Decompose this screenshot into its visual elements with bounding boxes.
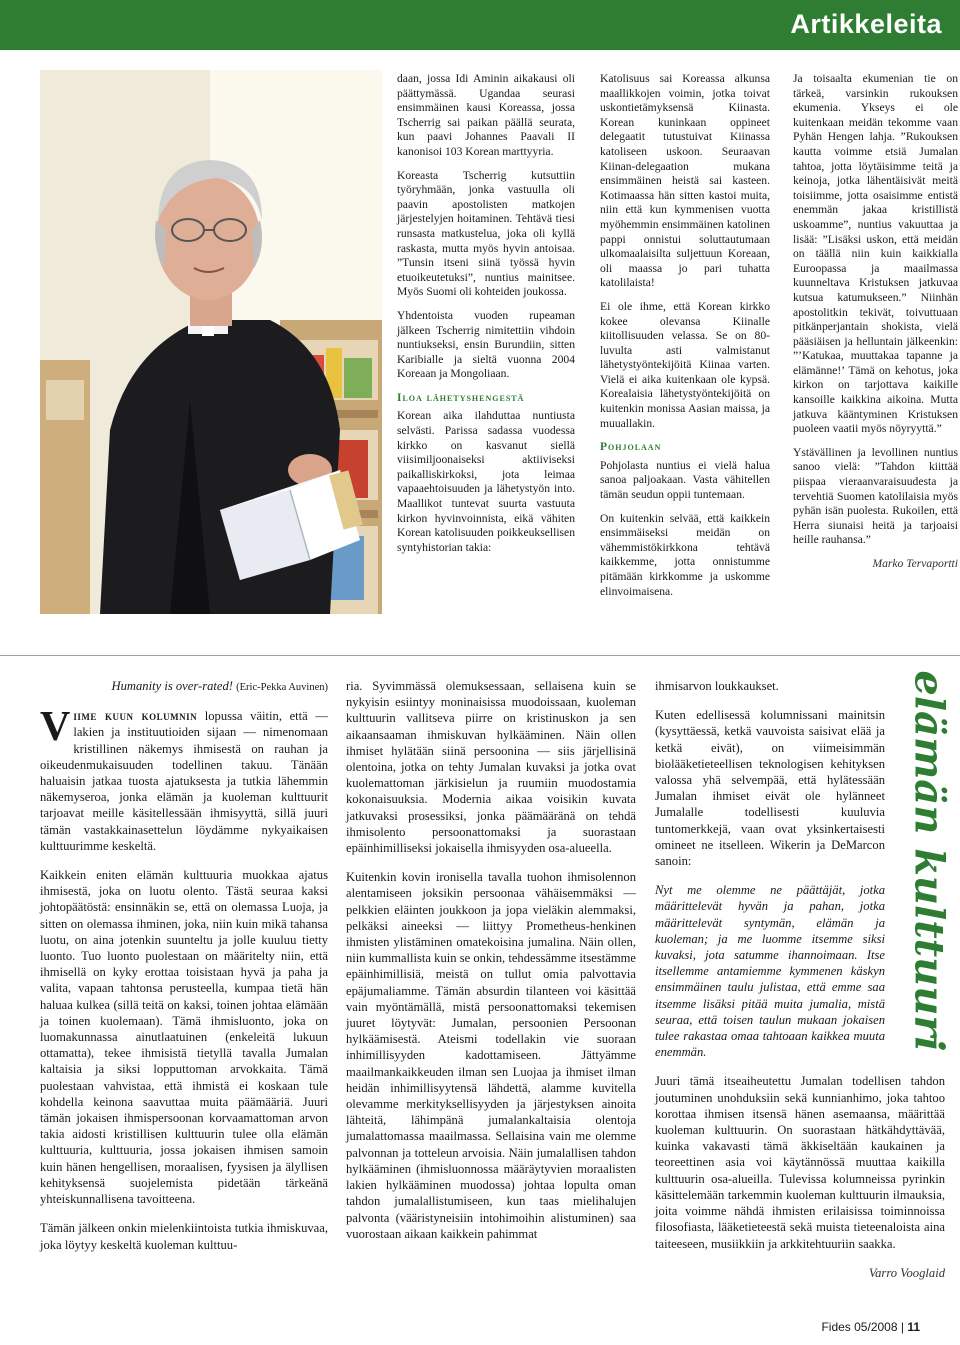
- paragraph: Katolisuus sai Koreassa alkunsa maallikkojen voimin, jotka toivat uskontietämyksensä Kiinasta. Korean kuninkaan oppineet delegaatit tutustuivat Kiinassa katoliseen uskoon. Seuraavan Kiinan-delegaation mukana ensimmäinen heistä sai kasteen. Kotimaassa hän sitten kastoi muita, niin että kun kymmenisen vuotta myöhemmin ensimmäinen katolinen pappi onnistui soluttautumaan ulkomaalaisilta suljettuun Koreaan, oli maassa jo pari tuhatta katolilaista!: [600, 72, 770, 290]
- lead-text: lopussa väitin, että — lakien ja instituutioiden sijaan — nimenomaan kristillinen näkemys ihmisestä on rauhan ja oikeudenmukaisuuden todellinen takuu. Tänään haluaisin jatkaa tuosta ajatuksesta ja tutkia lähemmin näkemyseroa, jonka elämän ja kuoleman kulttuurit tarjoavat meille käsitellessään ihmisyyttä, sillä juuri tämän vastakkainasettelun löydämme nykyaikaisen kulttuurimme keskeltä.: [40, 709, 328, 853]
- paragraph: Kaikkein eniten elämän kulttuuria muokkaa ajatus ihmisestä, joka on luotu olento. Tästä seuraa kaksi johtopäätöstä: ensinnäkin se, että on olemassa Luoja, ja sitten on olemassa ihminen, joka, niin kuin mikä tahansa luotu, on aina jotenkin suunteltu ja jolle kuuluu tietty luonto. Tuo luonto puolestaan on määritelty niin, että ihmisellä on kyky erottaa toisistaan hyvä ja paha ja valita, vapaan tahtonsa perusteella, kumpaa tietä hän haluaa kulkea (sillä teitä on kaksi, toinen johtaa elämään ja toinen kuolemaan). Tämä ihmisluonto, joka on luomakunnassa ainutlaatuinen (enkeleitä lukuun ottamatta), tekee ihmisistä tietyllä tavalla Jumalan kaltaisia ja siksi lopputtoman arvokkaita. Tämä puolestaan vahvistaa, että ihmistä ei koskaan tule kohdella keinona saavuttaa muita päämääriä. Juuri tämän jokaisen ihmispersoonan korvaamattoman arvon takia aidosti kristillisen kulttuurin tulee olla elämän kulttuuria, kulttuuria, jossa jokaisen ihmisen samoin kuin hänen hengellisen, moraalisen, fyysisen ja älyllisen kehityksensä suojelemista pidetään tärkeänä yhteiskunnallisena tavoitteena.: [40, 868, 328, 1207]
- author-signature: Varro Vooglaid: [868, 1265, 945, 1280]
- article-photo: [40, 70, 382, 614]
- article1-column-2: [600, 72, 770, 608]
- paragraph: Korean aika ilahduttaa nuntiusta selvästi. Parissa sadassa vuodessa kirkko on kasvanut siellä viisimiljoonaiseksi aktiiviseksi paikalliskirkoksi, jota leimaa vapaaehtoisuuden ja lähetystyön into. Maallikot tuntevat suurta vastuuta kirkon hyvinvoinnista, eikä vähiten Korean katolisuuden poikkeuksellisen syntyhistorian takia:: [397, 409, 575, 554]
- author-signature: Marko Tervaportti: [872, 557, 958, 570]
- drop-cap: V: [40, 704, 71, 751]
- paragraph: On kuitenkin selvää, että kaikkein ensimmäiseksi meidän on vähemmistökirkkona tehtävä kaikkemme, jotta onnistumme pitämään kirkkomme ja uskomme elinvoimaisena.: [600, 511, 770, 598]
- block-quote: Nyt me olemme ne päättäjät, jotka määrittelevät hyvän ja pahan, jotka määrittelevät syntymän, elämän ja kuoleman; ja me luomme itsemme siksi kuvaksi, jota satumme ihannoimaan. Itse itsellemme antamiemme kymmenen käskyn ensimmäinen taulu julistaa, että emme saa itsemme lisäksi pitää muita jumalia, mistä seuraa, että toisen taulun mukaan jokaisen tulee rakastaa omaa tahtoaan kaikkea muuta enemmän.: [655, 883, 885, 1060]
- column-title: Humanity is over-rated!: [111, 679, 233, 693]
- lead-paragraph: [40, 704, 328, 854]
- article1-column-3: [793, 72, 958, 581]
- article2-column-2: [346, 678, 636, 1255]
- page-number: 11: [907, 1320, 920, 1334]
- paragraph: Kuten edellisessä kolumnissani mainitsin (kysyttäessä, ketkä vauvoista saisivat elää ja ketkä eivät), on viimeisimmän biolääketieteellisen teknologisen kehityksen valossa yhä selvempää, että hylätessään Jumalan ihmiset eivät ole hylänneet Jumalalle todellisesti kuuluvia tuntomerkkejä, vaan ovat yksinkertaisesti omineet ne itselleen. Wikerin ja DeMarcon sanoin:: [655, 708, 885, 869]
- paragraph: Juuri tämä itseaiheutettu Jumalan todellisen tahdon joutuminen unohduksiin sekä kunnianhimo, joka tahtoo korottaa ihmisen itsensä hänen asemaansa, määrittää kuoleman kulttuurin. On suorastaan hätkähdyttävää, kuinka vakavasti tämä äkkiseltään kaukainen ja teoreettinen asia voi käytännössä muuttaa kaikilla kulttuurin osa-alueilla. Tulevissa kolumneissa pyrinkin käsittelemään tarkemmin kuoleman kulttuurin ilmauksia, joita voimme nähdä ihmisten erilaisissa toiminnoissa filosofiasta, lääketieteestä sekä muista tieteenaloista aina taiteeseen, musiikkiin ja arkkitehtuuriin saakka.: [655, 1074, 945, 1251]
- paragraph: ihmisarvon loukkaukset.: [655, 679, 779, 693]
- vertical-section-title: [905, 670, 953, 1052]
- article2-column-1: [40, 678, 328, 1266]
- article2-column-3: [655, 678, 945, 1294]
- paragraph: Ei ole ihme, että Korean kirkko kokee olevansa Kiinalle kiitollisuuden velassa. Se on 80-luvulta asti valmistanut lähetystyöntekijöitä Kiinaa varten. Vielä ei aika kuitenkaan ole kypsä. Korealaisia lähetystyöntekijöitä on kuitenkin monissa Aasian maissa, ja muuallakin.: [600, 299, 770, 430]
- paragraph: Kuitenkin kovin ironisella tavalla tuohon ihmisolennon alentamiseen joksikin persoonaa vähäisemmäksi — pelkkien eläinten joukkoon ja jopa vieläkin alemmaksi, pelkäksi aineeksi — liittyy Prometheus-henkinen ihmisten ylistäminen omatekoisina jumalina. Näin ollen, niin kummallista kuin se onkin, tehdessämme itsestämme epäinhimillisiä, meistä on tullut omia palvottavia epäjumaliamme. Tämän absurdin tilanteen voi käsittää vain myöntämällä, mistä persoonattomaksi tekemisen juuret löytyvät: Jumalan, persoonien Persoonan hylkäämisestä. Ateismi todellakin vie suoraan inhimillisyyden kadottamiseen. Jättyämme maailmankaikkeuden ilman sen Luojaa ja ihmiset ilman heidän inhimillisyytensä lähdettä, alamme kuvitella olevamme merkityksellisyyden ja järjestyksen ainoita lähteitä, lähimpänä jumalankaltaisia olentoja jumalattomassa maailmassa. Sellaisina vain me olemme palvonnan ja totteleun arvoisia. Näin jumalallisen tahdon hylkääminen (ihmisluonnossa määräytyvien moraalisten lakien hylkääminen muodossa) johtaa lopulta oman tahdon jumalallistumiseen, kun taas mielihalujen palvonta (vääristyneisiin intohimoihin alistuminen) saa vuorostaan aikaan kaikkein pahimmat: [346, 870, 636, 1241]
- paragraph: Yhdentoista vuoden rupeaman jälkeen Tscherrig nimitettiin vihdoin nuntiukseksi, ensin Burundiin, sitten Karibialle ja sieltä vuonna 2004 Koreaan ja Mongoliaan.: [397, 308, 575, 381]
- vertical-title-text: elämän kulttuuri: [905, 670, 953, 1052]
- page-footer: [821, 1320, 920, 1334]
- subheading: Iloa lähetyshengestä: [397, 391, 525, 404]
- paragraph: Pohjolasta nuntius ei vielä halua sanoa paljoakaan. Vasta vähitellen tämän seudun oppii tuntemaan.: [600, 458, 770, 502]
- paragraph: Ystävällinen ja levollinen nuntius sanoo vielä: ”Tahdon kiittää piispaa vieraanvaraisuudesta ja tervehtiä Suomen katolilaisia myös pyhän isän puolesta. Rukoilen, että Herra siunaisi heitä ja tarjoaisi heille rauhansa.”: [793, 445, 958, 547]
- magazine-issue: Fides 05/2008: [821, 1320, 898, 1334]
- footer-separator: |: [900, 1320, 908, 1334]
- section-divider: [0, 655, 960, 656]
- subheading: Pohjolaan: [600, 441, 662, 454]
- article1-column-1: [397, 72, 575, 564]
- paragraph: ria. Syvimmässä olemuksessaan, sellaisena kuin se nykyisin esiintyy moninaisissa muodoissaan, kuoleman kulttuurin vallitseva piirre on kristinuskon ja sen aikaansaaman ihmiskuvan hylkääminen. Näin ollen ihmiset hylätään siinä persoonina — siis järjellisinä olentoina, jotka on tehty Jumalan kuvaksi ja jotka ovat kuolemattoman järkisielun ja ruumiin muodostamia kokonaisuuksia. Modernia aikaa voisikin kuvata jatkuvaksi prosessiksi, jonka päämääränä on tehdä ihmisolento persoonattomaksi ja suorastaan epäinhimilliseksi jokaisella ihmisyyden osa-alueella.: [346, 679, 636, 856]
- column-author: (Eric-Pekka Auvinen): [236, 682, 328, 693]
- paragraph: Koreasta Tscherrig kutsuttiin työryhmään, jonka vastuulla oli paavin apostolisten matkojen järjestelyjen hoitaminen. Tehtävä tiesi runsasta matkustelua, joka oli kyllä raskasta, mutta myös hyvin antoisaa. ”Tunsin itseni siinä työssä hyvin etuoikeutetuksi”, nuntius mainitsee. Myös Suomi oli kohteiden joukossa.: [397, 168, 575, 299]
- paragraph: daan, jossa Idi Aminin aikakausi oli päättymässä. Ugandaa seurasi ensimmäinen kausi Koreassa, jossa Tscherrig sai paikan päällä seurata, kun paavi Johannes Paavali II kanonisoi 103 Korean marttyyria.: [397, 72, 575, 158]
- section-title: Artikkeleita: [790, 9, 942, 39]
- paragraph: Tämän jälkeen onkin mielenkiintoista tutkia ihmiskuvaa, joka löytyy keskeltä kuoleman kulttuu-: [40, 1221, 328, 1252]
- paragraph: Ja toisaalta ekumenian tie on tärkeä, varsinkin rukouksen ekumenia. Ykseys ei ole kuitenkaan meidän tekomme vaan Pyhän Hengen lahja. ”Rukouksen kautta voimme etsiä Jumalan tahtoa, jotta löytäisimme teitä ja keinoja, jotka lähentäisivät meitä toisiimme, jotta osaisimme entistä enemmän jakaa kristillistä uskoamme”, nuntius vakuuttaa ja lisää: ”Lisäksi uskon, että meidän on täällä niin kuin kaikkialla Euroopassa ja maailmassa kuunneltava Kristuksen jatkuvaa kutsua katumukseen.” Niinhän apostolitkin tekivät, toivuttuaan pitkänperjantain shokista, vielä pääsiäisen ja helluntain jälkeenkin: ”’Katukaa, muuttakaa tapanne ja elämänne!’ Tämä on kehotus, joka kirkon on tarjottava kaikille kansoille kaikkina aikoina. Mutta jatkuva kääntyminen Kristuksen puoleen vaatii myös nöyryyttä.”: [793, 72, 958, 436]
- section-header-bar: [0, 0, 960, 50]
- column-byline: [40, 678, 328, 696]
- lead-words: iime kuun kolumnin: [73, 709, 198, 724]
